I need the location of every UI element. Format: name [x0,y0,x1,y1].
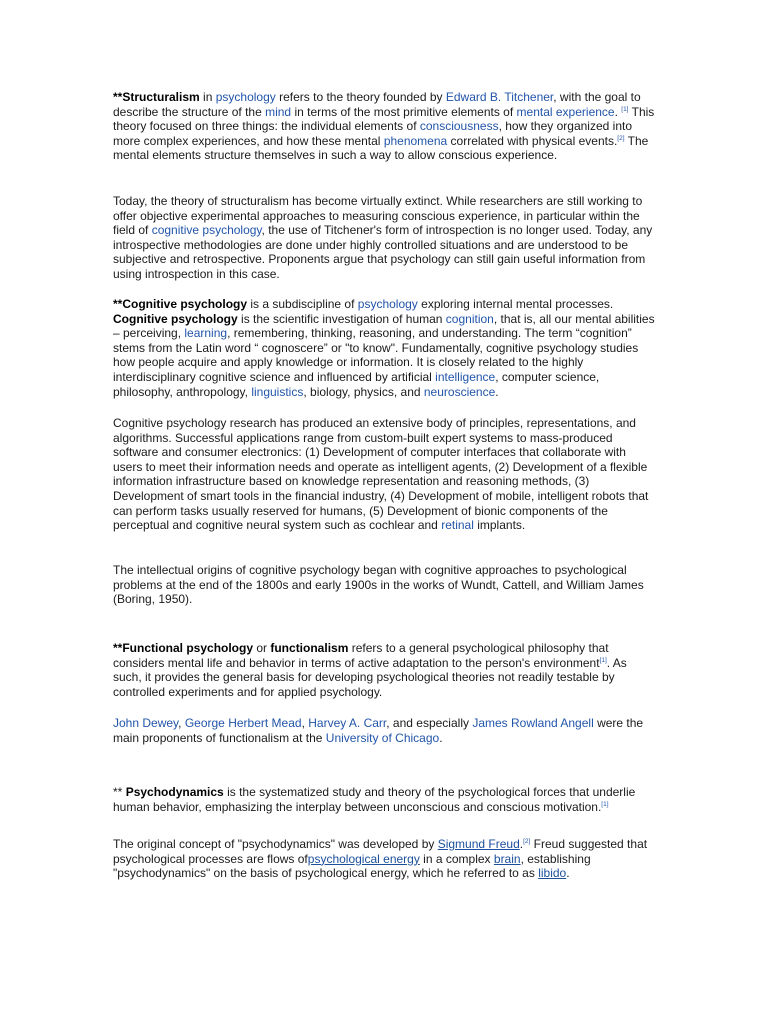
text-run: The intellectual origins of cognitive psychology began with cognitive approaches to psychological problems at the end of the 1800s and early 1900s in the works of Wundt, Cattell, and William James (Boring, 1950). [113,563,644,607]
text-run: refers to the theory founded by [275,90,446,104]
link-james-rowland-angell[interactable]: James Rowland Angell [472,716,594,730]
text-run: is the scientific investigation of human [237,311,446,326]
psychodynamics-paragraph [113,785,658,814]
link-phenomena[interactable]: phenomena [383,133,448,148]
functional-psychology-paragraph [113,641,658,699]
text-run: Cognitive psychology research has produced an extensive body of principles, representations, and algorithms. Successful applications range from custom-built expert systems to mass-produced software and consumer electronics: (1) Development of computer interfaces that collaborate with users to meet their information needs and operate as intelligent agents, (2) Development of a flexible information infrastructure based on knowledge representation and reasoning methods, (3) Development of smart tools in the financial industry, (4) Development of mobile, intelligent robots that can perform tasks usually reserved for humans, (5) Development of bionic components of the perceptual and cognitive neural system such as cochlear and [113,416,649,533]
link-cognitive-psychology[interactable]: cognitive psychology [151,223,262,238]
link-learning[interactable]: learning [184,326,228,341]
structuralism-paragraph [113,90,658,163]
text-run: in [199,90,216,104]
psychodynamics-freud-paragraph [113,837,658,881]
link-mental-experience[interactable]: mental experience [516,104,615,119]
link-george-herbert-mead[interactable]: George Herbert Mead [184,716,302,730]
cognitive-origins-paragraph [113,563,658,607]
link-psychology[interactable]: psychology [357,297,418,311]
link-retinal[interactable]: retinal [441,518,474,533]
text-run: ** [113,785,126,799]
link-intelligence[interactable]: intelligence [435,369,496,384]
text-run: . [495,384,499,399]
citation-ref[interactable]: [2] [617,134,625,142]
link-edward-b-titchener[interactable]: Edward B. Titchener [445,90,554,104]
cognitive-research-paragraph [113,416,658,533]
link-mind[interactable]: mind [265,104,292,119]
text-run: . [566,866,570,881]
text-run: in a complex [419,851,494,866]
text-run: implants. [473,518,526,533]
text-run: were the main proponents of functionalism at the [113,716,644,745]
text-run: , establishing "psychodynamics" on the basis of psychological energy, which he referred to as [113,851,591,881]
link-brain[interactable]: brain [493,851,521,866]
functionalism-proponents-paragraph [113,716,658,745]
text-run: exploring internal mental processes. [417,297,614,311]
text-run: , with the goal to describe the structure of the [113,90,641,119]
text-run: , the use of Titchener's form of introspection is no longer used. Today, any introspective methodologies are done under highly controlled situations and are understood to be subjective and retrospective. Proponents argue that psychology can still gain useful information from using introspection in this case. [113,223,653,281]
cognitive-psychology-paragraph [113,297,658,399]
text-run: refers to a general psychological philosophy that considers mental life and behavior in terms of active adaptation to the person's environment [113,641,609,670]
bold-term: Psychodynamics [125,785,224,799]
link-university-of-chicago[interactable]: University of Chicago [325,730,440,745]
bold-term: **Cognitive psychology [113,297,248,311]
citation-ref[interactable]: [1] [601,800,609,808]
link-psychology[interactable]: psychology [215,90,276,104]
text-run: in terms of the most primitive elements of [291,104,517,119]
text-run: . [519,837,524,851]
link-sigmund-freud[interactable]: Sigmund Freud [437,837,520,851]
text-run: Today, the theory of structuralism has become virtually extinct. While researchers are still working to offer objective experimental approaches to measuring conscious experience, in particular within the field of [113,194,643,238]
text-run: , [301,716,309,730]
link-neuroscience[interactable]: neuroscience [423,384,496,399]
text-run: , and especially [386,716,473,730]
citation-ref[interactable]: [2] [523,838,531,845]
link-cognition[interactable]: cognition [445,311,494,326]
text-run: The mental elements structure themselves in such a way to allow conscious experience. [113,133,649,163]
link-consciousness[interactable]: consciousness [419,119,499,134]
link-harvey-a-carr[interactable]: Harvey A. Carr [308,716,387,730]
citation-ref[interactable]: [1] [621,105,629,113]
text-run: , [178,716,185,730]
text-run: Freud suggested that psychological processes are flows of [113,837,648,866]
text-run: is a subdiscipline of [247,297,358,311]
text-run: This theory focused on three things: the individual elements of [113,104,655,134]
text-run: . [614,104,622,119]
text-run: , that is, all our mental abilities – perceiving, [113,311,655,341]
text-run: The original concept of "psychodynamics" was developed by [113,837,438,851]
link-libido[interactable]: libido [538,866,567,881]
bold-term: **Functional psychology [113,641,254,655]
link-linguistics[interactable]: linguistics [251,384,304,399]
text-run: , how they organized into more complex experiences, and how these mental [113,119,632,148]
bold-term: **Structuralism [113,90,200,104]
text-run: is the systematized study and theory of the psychological forces that underlie human behavior, emphasizing the interplay between unconscious and conscious motivation. [113,785,636,814]
text-run: , remembering, thinking, reasoning, and understanding. The term “cognition” stems from the Latin word “ cognoscere” or "to know". Fundamentally, cognitive psychology studies how people acquire and apply knowledge or information. It is closely related to the highly interdisciplinary cognitive science and influenced by artificial [113,326,639,384]
citation-ref[interactable]: [1] [599,656,607,664]
text-run: . [439,730,443,745]
text-run: or [253,641,271,655]
text-run: correlated with physical events. [447,133,618,148]
bold-term: functionalism [270,641,349,655]
bold-term: Cognitive psychology [113,311,238,326]
link-john-dewey[interactable]: John Dewey [113,716,179,730]
text-run: , computer science, philosophy, anthropology, [113,369,600,399]
text-run: . As such, it provides the general basis for developing psychological theories not readily testable by controlled experiments and for applied psychology. [113,655,627,699]
structuralism-today-paragraph [113,194,658,282]
link-psychological-energy[interactable]: psychological energy [307,851,420,866]
text-run: , biology, physics, and [303,384,424,399]
